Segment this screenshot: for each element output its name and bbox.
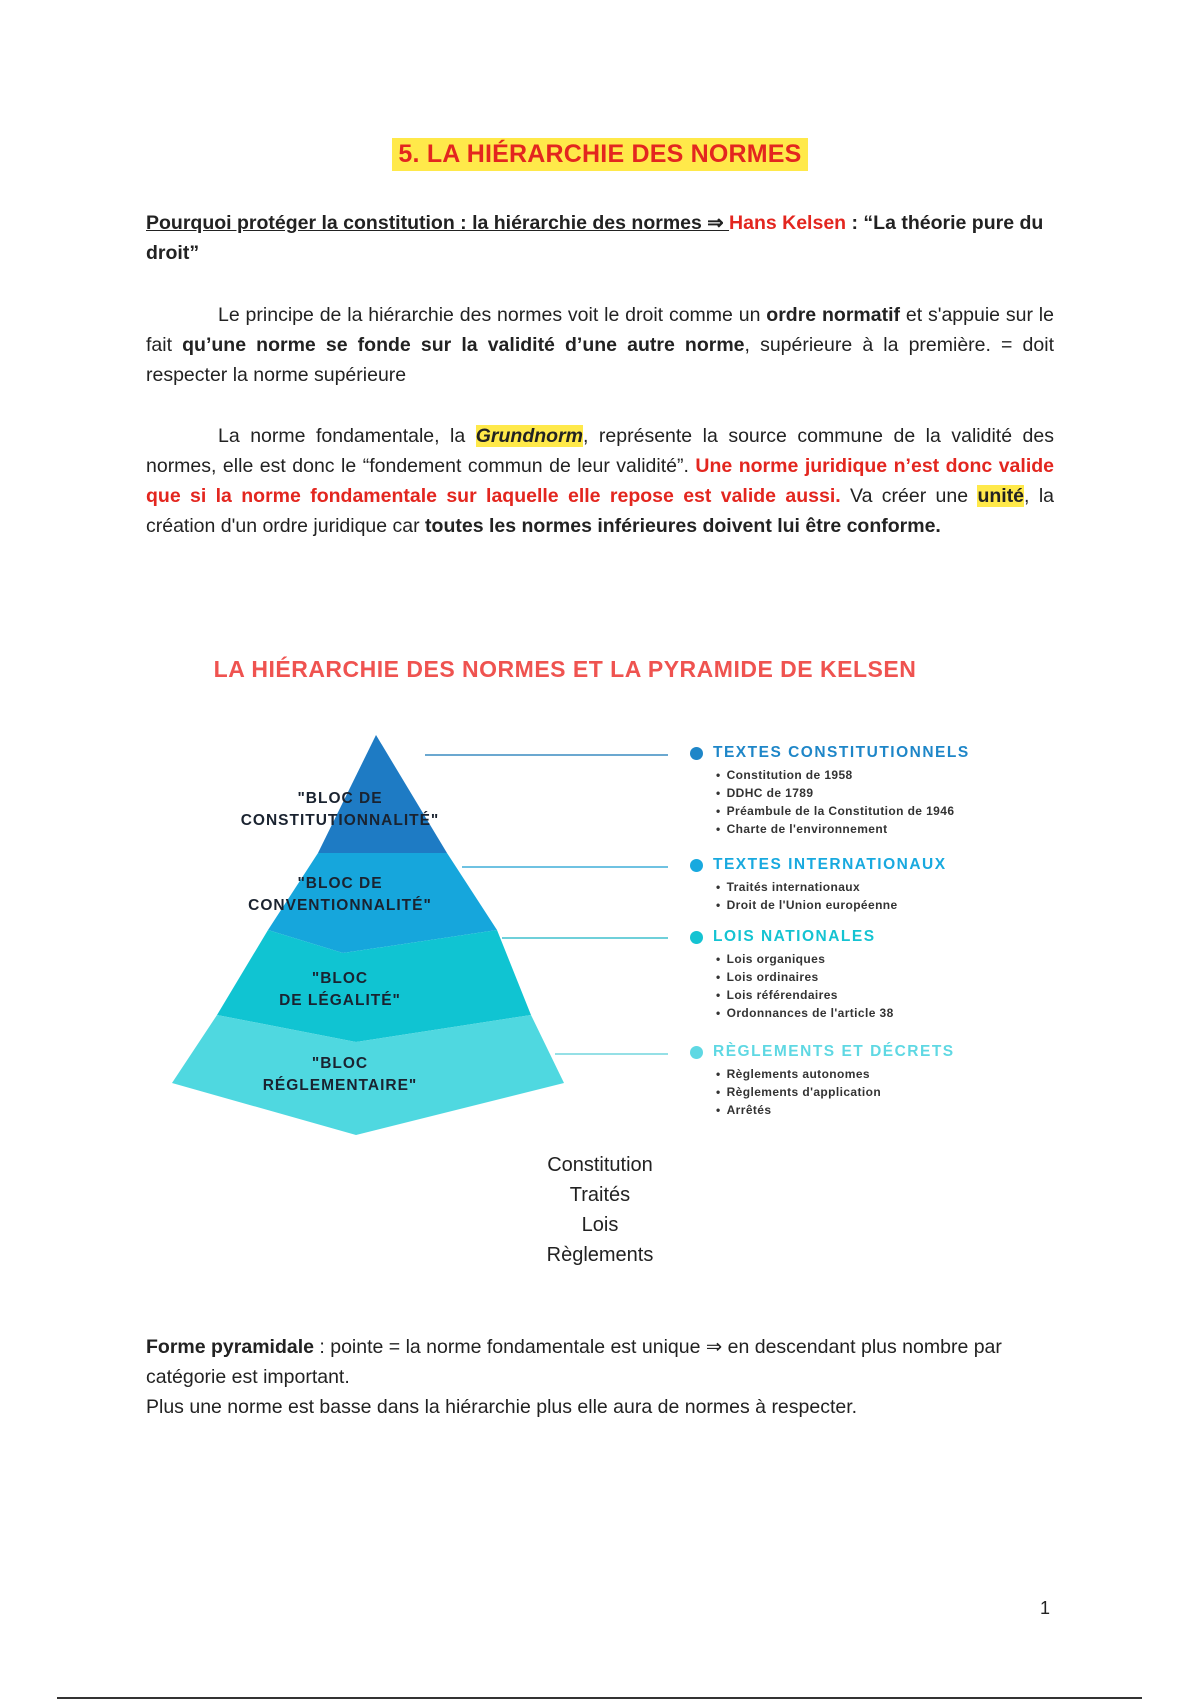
work-title: : “La théorie pure du droit” <box>146 212 1044 264</box>
bold-text: ordre normatif <box>766 304 900 326</box>
category-item: • Lois référendaires <box>716 986 894 1004</box>
text: Le principe de la hiérarchie des normes voit le droit comme un <box>218 304 767 326</box>
highlight-unite: unité <box>977 485 1025 507</box>
bold-text: toutes les normes inférieures doivent lui être conforme. <box>425 515 941 537</box>
text: , la création d'un ordre juridique car <box>146 485 1054 537</box>
bullet-dot-icon <box>690 1046 703 1059</box>
red-emphasis: Une norme juridique n’est donc valide que si la norme fondamentale sur laquelle elle repose est valide aussi. <box>146 455 1054 507</box>
category-lois-nationales <box>690 928 894 1022</box>
block-line: "BLOC <box>311 1055 369 1072</box>
category-item: • Lois organiques <box>716 950 894 968</box>
figure-title: LA HIÉRARCHIE DES NORMES ET LA PYRAMIDE DE KELSEN <box>213 656 917 682</box>
block-legalite <box>220 968 460 1012</box>
block-line: "BLOC <box>311 970 369 987</box>
category-textes-constitutionnels <box>690 744 970 838</box>
category-item: • Charte de l'environnement <box>716 820 970 838</box>
text: et s'appuie sur le fait <box>146 304 1054 356</box>
category-heading: LOIS NATIONALES <box>713 928 876 945</box>
bold-text: qu’une norme se fonde sur la validité d’une autre norme <box>182 334 745 356</box>
category-item: • DDHC de 1789 <box>716 784 970 802</box>
question-paragraph <box>146 208 1054 268</box>
text: , représente la source commune de la validité des normes, elle est donc le “fondement commun de leur validité”. <box>146 425 1054 477</box>
stack-item: Traités <box>569 1184 631 1206</box>
category-heading: TEXTES CONSTITUTIONNELS <box>713 744 970 761</box>
stack-item: Constitution <box>547 1154 653 1176</box>
text: La norme fondamentale, la <box>218 425 476 447</box>
category-item: • Arrêtés <box>716 1101 955 1119</box>
title-wrap <box>0 138 1200 171</box>
bullet-dot-icon <box>690 747 703 760</box>
category-textes-internationaux <box>690 856 947 914</box>
block-line: DE LÉGALITÉ" <box>279 992 401 1009</box>
section-title: 5. LA HIÉRARCHIE DES NORMES <box>392 138 807 171</box>
text: : pointe = la norme fondamentale est unique ⇒ en descendant plus nombre par catégorie est important. <box>146 1336 1002 1388</box>
bullet-dot-icon <box>690 931 703 944</box>
block-line: "BLOC DE <box>297 875 383 892</box>
grundnorm-paragraph <box>146 421 1054 541</box>
question-underlined: Pourquoi protéger la constitution : la hiérarchie des normes ⇒ <box>146 212 730 234</box>
category-item: • Préambule de la Constitution de 1946 <box>716 802 970 820</box>
category-item: • Règlements d'application <box>716 1083 955 1101</box>
pyramid-form-paragraph <box>146 1332 1054 1422</box>
bold-text: Forme pyramidale <box>146 1336 314 1358</box>
highlight-grundnorm: Grundnorm <box>475 425 583 447</box>
block-line: CONVENTIONNALITÉ" <box>248 897 432 914</box>
principle-paragraph <box>146 300 1054 390</box>
page-number: 1 <box>1040 1598 1051 1618</box>
stack-item: Règlements <box>546 1244 654 1266</box>
block-line: CONSTITUTIONNALITÉ" <box>240 812 440 829</box>
author-name: Hans Kelsen <box>729 212 847 234</box>
text: Va créer une <box>840 485 978 507</box>
text-line: Plus une norme est basse dans la hiérarchie plus elle aura de normes à respecter. <box>146 1396 858 1418</box>
bullet-dot-icon <box>690 859 703 872</box>
category-reglements-decrets <box>690 1043 955 1119</box>
kelsen-pyramid-figure <box>160 640 1020 1140</box>
category-item: • Ordonnances de l'article 38 <box>716 1004 894 1022</box>
norm-stack-list <box>0 1150 1200 1270</box>
category-item: • Lois ordinaires <box>716 968 894 986</box>
category-item: • Constitution de 1958 <box>716 766 970 784</box>
block-constitutionnalite <box>220 788 460 832</box>
bottom-rule <box>57 1697 1142 1699</box>
block-reglementaire <box>220 1053 460 1097</box>
block-conventionnalite <box>220 873 460 917</box>
category-item: • Droit de l'Union européenne <box>716 896 947 914</box>
block-line: RÉGLEMENTAIRE" <box>262 1077 418 1094</box>
category-item: • Règlements autonomes <box>716 1065 955 1083</box>
block-line: "BLOC DE <box>297 790 383 807</box>
stack-item: Lois <box>581 1214 619 1236</box>
category-heading: TEXTES INTERNATIONAUX <box>713 856 947 873</box>
category-item: • Traités internationaux <box>716 878 947 896</box>
text: , supérieure à la première. = doit respecter la norme supérieure <box>146 334 1054 386</box>
category-heading: RÈGLEMENTS ET DÉCRETS <box>713 1043 955 1060</box>
